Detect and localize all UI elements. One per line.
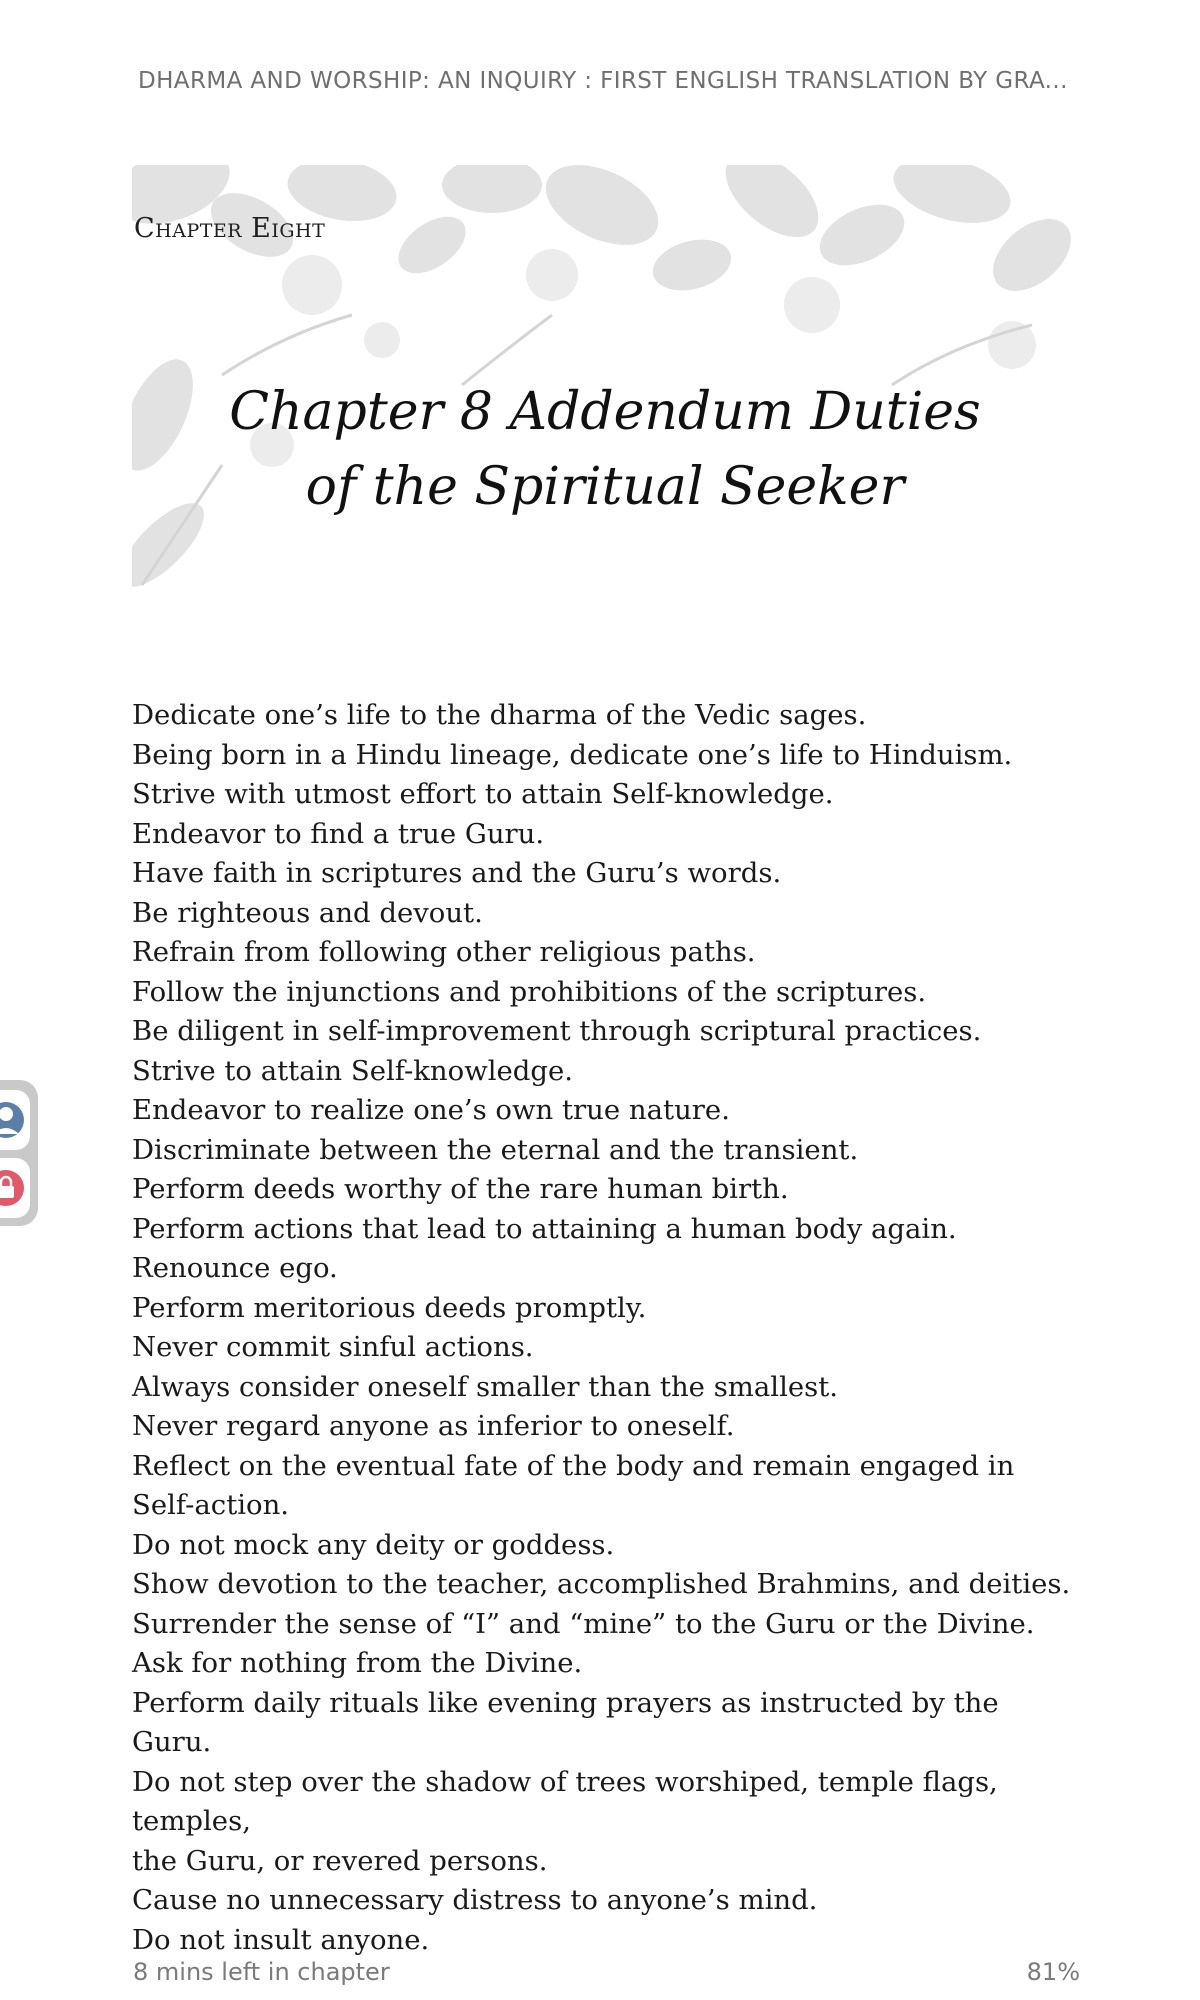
duty-item: Perform deeds worthy of the rare human birth. bbox=[132, 1173, 789, 1205]
duty-item: Follow the injunctions and prohibitions of the scriptures. bbox=[132, 975, 927, 1008]
duty-item: Perform actions that lead to attaining a human body again. bbox=[132, 1212, 957, 1245]
chapter-title-line-2: of the Spiritual Seeker bbox=[305, 457, 905, 517]
chapter-header bbox=[132, 165, 1078, 595]
duty-item: Never regard anyone as inferior to oneself. bbox=[132, 1410, 735, 1442]
duty-item: Surrender the sense of “I” and “mine” to the Guru or the Divine. bbox=[132, 1607, 1035, 1640]
duty-item: Strive with utmost effort to attain Self-knowledge. bbox=[132, 778, 834, 810]
duty-item: Be righteous and devout. bbox=[132, 896, 483, 929]
reading-progress: 81% bbox=[1026, 1958, 1080, 1986]
avatar-icon bbox=[0, 1090, 30, 1150]
duty-item: Cause no unnecessary distress to anyone’s mind. bbox=[132, 1884, 818, 1916]
duty-item: Renounce ego. bbox=[132, 1252, 338, 1284]
duty-item: Perform meritorious deeds promptly. bbox=[132, 1291, 647, 1324]
book-title: DHARMA AND WORSHIP: AN INQUIRY : FIRST ENGLISH TRANSLATION BY GRA... bbox=[138, 68, 1068, 94]
duty-item: Endeavor to find a true Guru. bbox=[132, 817, 545, 850]
duties-list bbox=[132, 696, 1082, 1960]
chapter-label: Chapter Eight bbox=[134, 213, 326, 244]
duty-item: Always consider oneself smaller than the smallest. bbox=[132, 1370, 839, 1403]
duty-item: Ask for nothing from the Divine. bbox=[132, 1647, 583, 1679]
duty-item: Dedicate one’s life to the dharma of the Vedic sages. bbox=[132, 699, 867, 731]
duty-item: Discriminate between the eternal and the transient. bbox=[132, 1133, 859, 1166]
duty-item: Show devotion to the teacher, accomplished Brahmins, and deities. bbox=[132, 1568, 1071, 1600]
duty-item: Strive to attain Self-knowledge. bbox=[132, 1054, 574, 1087]
time-left-in-chapter: 8 mins left in chapter bbox=[133, 1958, 390, 1986]
chapter-title-line-1: Chapter 8 Addendum Duties bbox=[229, 382, 981, 442]
duty-item: Have faith in scriptures and the Guru’s words. bbox=[132, 857, 782, 889]
duty-item: Being born in a Hindu lineage, dedicate one’s life to Hinduism. bbox=[132, 738, 1013, 771]
duty-item: Perform daily rituals like evening prayers as instructed by the Guru. bbox=[132, 1686, 999, 1758]
chapter-title bbox=[132, 375, 1078, 525]
duty-item: Endeavor to realize one’s own true nature. bbox=[132, 1094, 730, 1126]
duty-item: Never commit sinful actions. bbox=[132, 1331, 534, 1363]
duty-item: Be diligent in self-improvement through scriptural practices. bbox=[132, 1015, 982, 1047]
lock-badge-button[interactable] bbox=[0, 1158, 30, 1218]
lock-badge-icon bbox=[0, 1158, 30, 1218]
duty-item: Do not step over the shadow of trees worshiped, temple flags, temples, bbox=[132, 1765, 998, 1837]
side-widget[interactable] bbox=[0, 1080, 38, 1226]
duty-item: Do not mock any deity or goddess. bbox=[132, 1528, 615, 1561]
duty-item: Refrain from following other religious paths. bbox=[132, 936, 756, 968]
duty-item: Do not insult anyone. bbox=[132, 1923, 430, 1956]
duty-item: Reflect on the eventual fate of the body and remain engaged in Self-action. bbox=[132, 1449, 1015, 1521]
avatar-button[interactable] bbox=[0, 1090, 30, 1150]
duty-item: the Guru, or revered persons. bbox=[132, 1844, 548, 1877]
